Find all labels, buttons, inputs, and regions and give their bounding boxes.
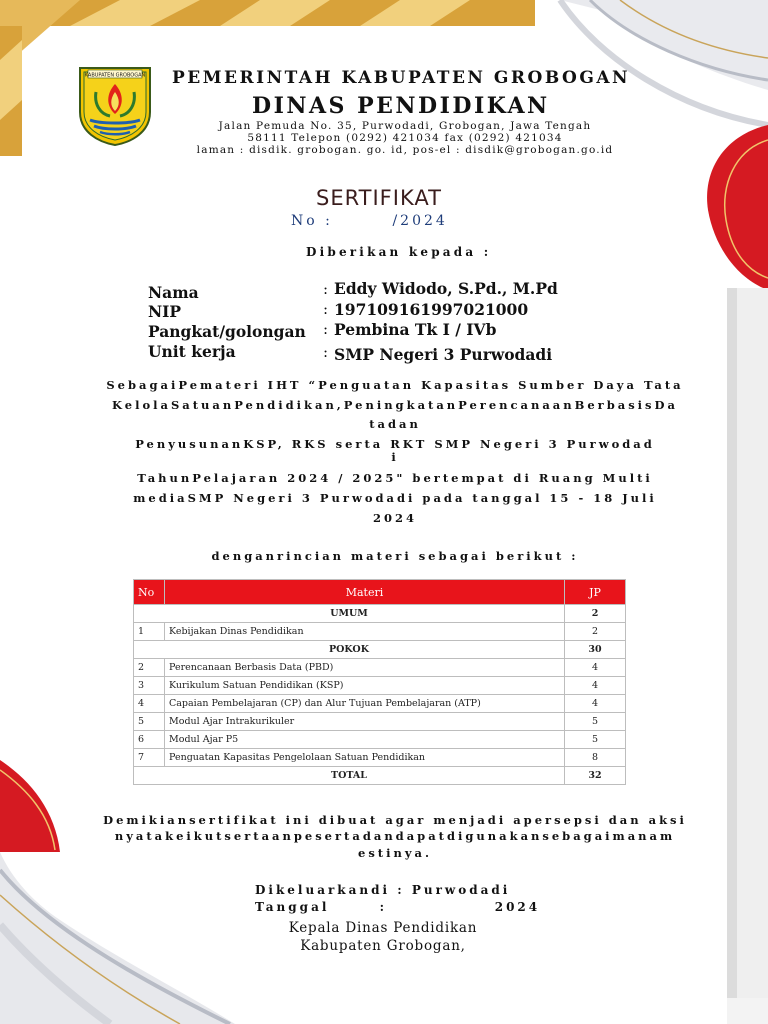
- body-line: TahunPelajaran 2024 / 2025" bertempat di Ruang Multi: [137, 471, 653, 485]
- body-line: 2024: [372, 511, 417, 525]
- row-materi: Modul Ajar Intrakurikuler: [165, 713, 565, 731]
- body-line: KelolaSatuanPendidikan,PeningkatanPerencanaanBerbasisDa: [112, 398, 678, 412]
- table-header-row: [134, 580, 626, 605]
- field-value-nama: Eddy Widodo, S.Pd., M.Pd: [334, 279, 558, 298]
- group-jp: 2: [565, 605, 626, 623]
- header-government-title: PEMERINTAH KABUPATEN GROBOGAN: [172, 68, 631, 88]
- issued-place: Dikeluarkandi : Purwodadi: [255, 883, 511, 897]
- rincian-intro: denganrincian materi sebagai berikut :: [211, 549, 579, 563]
- field-colon: :: [323, 300, 329, 318]
- row-jp: 4: [565, 659, 626, 677]
- row-no: 1: [134, 623, 165, 641]
- row-materi: Capaian Pembelajaran (CP) dan Alur Tujuan Pembelajaran (ATP): [165, 695, 565, 713]
- row-materi: Modul Ajar P5: [165, 731, 565, 749]
- body-line: tadan: [369, 417, 421, 431]
- row-jp: 4: [565, 677, 626, 695]
- field-colon: :: [323, 343, 329, 361]
- field-value-unit: SMP Negeri 3 Purwodadi: [334, 345, 553, 364]
- table-row: [134, 695, 626, 713]
- group-materi: POKOK: [134, 641, 565, 659]
- row-no: 3: [134, 677, 165, 695]
- closing-line: Demikiansertifikat ini dibuat agar menjadi apersepsi dan aksi: [103, 813, 687, 827]
- header-phone: 58111 Telepon (0292) 421034 fax (0292) 421034: [247, 132, 563, 144]
- materials-table: [133, 579, 626, 785]
- row-jp: 2: [565, 623, 626, 641]
- body-line: SebagaiPemateri IHT “Penguatan Kapasitas Sumber Daya Tata: [106, 378, 684, 392]
- signatory-region: Kabupaten Grobogan,: [300, 938, 466, 954]
- body-line: mediaSMP Negeri 3 Purwodadi pada tanggal 15 - 18 Juli: [133, 491, 657, 505]
- table-row: [134, 749, 626, 767]
- row-no: 7: [134, 749, 165, 767]
- row-materi: Perencanaan Berbasis Data (PBD): [165, 659, 565, 677]
- table-row-total: [134, 767, 626, 785]
- body-line: i: [391, 450, 399, 464]
- table-row: [134, 605, 626, 623]
- row-materi: Kebijakan Dinas Pendidikan: [165, 623, 565, 641]
- table-row: [134, 713, 626, 731]
- closing-line: nyatakeikutsertaanpesertadandapatdigunakansebagaimanam: [114, 829, 676, 843]
- row-no: 4: [134, 695, 165, 713]
- gray-corner-bottom-right: [727, 998, 768, 1024]
- field-label-nama: Nama: [148, 283, 199, 302]
- header-no: No: [134, 580, 165, 605]
- given-to-label: Diberikan kepada :: [306, 245, 492, 259]
- signatory-title: Kepala Dinas Pendidikan: [288, 920, 478, 936]
- group-jp: 30: [565, 641, 626, 659]
- certificate-title: SERTIFIKAT: [316, 186, 442, 210]
- body-line: PenyusunanKSP, RKS serta RKT SMP Negeri 3 Purwodad: [135, 437, 655, 451]
- row-jp: 5: [565, 731, 626, 749]
- field-label-pangkat: Pangkat/golongan: [148, 322, 306, 341]
- grobogan-emblem-icon: [76, 62, 154, 146]
- header-materi: Materi: [165, 580, 565, 605]
- field-label-nip: NIP: [148, 302, 182, 321]
- svg-text:KABUPATEN GROBOGAN: KABUPATEN GROBOGAN: [84, 72, 146, 79]
- field-value-pangkat: Pembina Tk I / IVb: [334, 320, 497, 339]
- row-materi: Kurikulum Satuan Pendidikan (KSP): [165, 677, 565, 695]
- group-materi: UMUM: [134, 605, 565, 623]
- field-colon: :: [323, 320, 329, 338]
- row-jp: 8: [565, 749, 626, 767]
- header-address: Jalan Pemuda No. 35, Purwodadi, Grobogan, Jawa Tengah: [218, 120, 592, 132]
- header-agency-title: DINAS PENDIDIKAN: [252, 93, 550, 119]
- total-label: TOTAL: [134, 767, 565, 785]
- header-jp: JP: [565, 580, 626, 605]
- table-row: [134, 731, 626, 749]
- row-no: 6: [134, 731, 165, 749]
- table-row: [134, 641, 626, 659]
- header-web: laman : disdik. grobogan. go. id, pos-el : disdik@grobogan.go.id: [196, 144, 614, 156]
- row-jp: 4: [565, 695, 626, 713]
- table-row: [134, 623, 626, 641]
- issued-date: Tanggal : 2024: [255, 900, 541, 914]
- row-no: 2: [134, 659, 165, 677]
- total-jp: 32: [565, 767, 626, 785]
- field-value-nip: 197109161997021000: [334, 300, 529, 319]
- closing-line: estinya.: [358, 846, 432, 860]
- row-jp: 5: [565, 713, 626, 731]
- field-label-unit: Unit kerja: [148, 342, 236, 361]
- table-row: [134, 677, 626, 695]
- row-no: 5: [134, 713, 165, 731]
- field-colon: :: [323, 280, 329, 298]
- certificate-number: No : /2024: [291, 213, 448, 229]
- row-materi: Penguatan Kapasitas Pengelolaan Satuan Pendidikan: [165, 749, 565, 767]
- table-row: [134, 659, 626, 677]
